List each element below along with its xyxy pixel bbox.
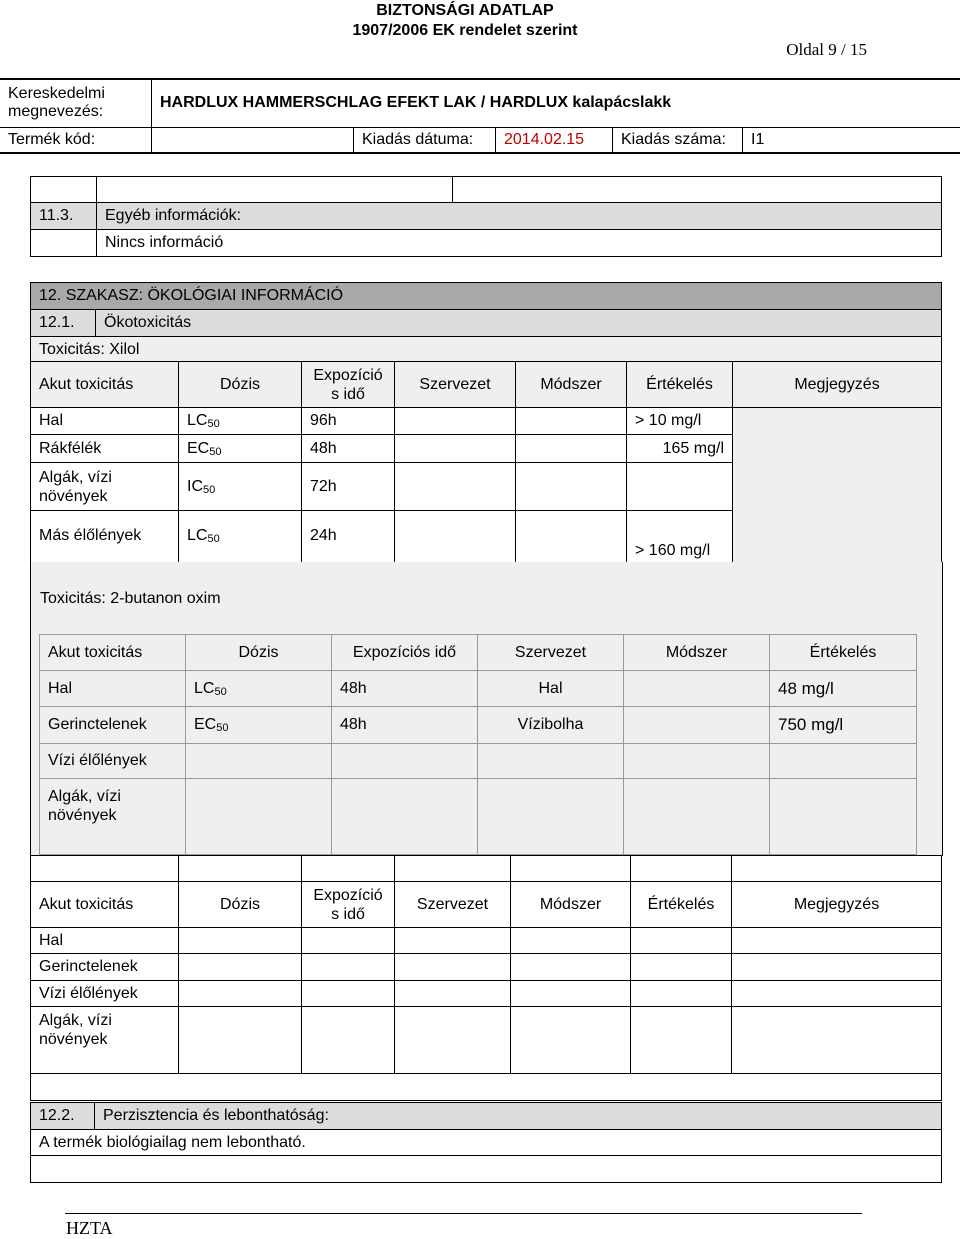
table-row: Vízi élőlények (31, 981, 942, 1007)
table-row: Hal $LC_{50}$ 96h > 10 mg/l (31, 408, 942, 435)
butanon-toxicity-table (39, 634, 917, 855)
col-dose: Dózis (179, 362, 302, 408)
toxicity-butanon-label: Toxicitás: 2-butanon oxim (40, 590, 221, 608)
page-number: Oldal 9 / 15 (786, 40, 867, 60)
trade-name-label: Kereskedelmi megnevezés: (0, 79, 152, 127)
section-11-3 (30, 176, 942, 257)
col-evaluation: Értékelés (770, 635, 917, 671)
col-acute-toxicity: Akut toxicitás (31, 362, 179, 408)
section-12-header (30, 282, 942, 363)
col-acute-toxicity: Akut toxicitás (40, 635, 186, 671)
xilol-toxicity-table (30, 361, 942, 563)
footer-text: HZTA (66, 1218, 113, 1239)
document-title: BIZTONSÁGI ADATLAP (0, 2, 930, 20)
product-code-value (152, 127, 354, 153)
col-evaluation: Értékelés (631, 882, 732, 928)
section-11-3-number: 11.3. (31, 203, 97, 230)
col-method: Módszer (511, 882, 631, 928)
col-acute-toxicity: Akut toxicitás (31, 882, 179, 928)
col-organism: Szervezet (478, 635, 624, 671)
regulation-subtitle: 1907/2006 EK rendelet szerint (0, 22, 930, 40)
section-12-1-number: 12.1. (31, 310, 96, 337)
table-row: Gerinctelenek (31, 954, 942, 981)
col-dose: Dózis (186, 635, 332, 671)
issue-number-value: I1 (743, 127, 960, 153)
table-row: Hal (31, 928, 942, 954)
col-exposure-time: Expozíció s idő (302, 362, 395, 408)
section-12-2 (30, 1102, 942, 1183)
table-row: Rákfélék $EC_{50}$ 48h 165 mg/l (31, 435, 942, 463)
section-11-3-text: Nincs információ (97, 230, 942, 257)
section-12-title: 12. SZAKASZ: ÖKOLÓGIAI INFORMÁCIÓ (31, 283, 942, 310)
col-exposure-time: Expozíciós idő (332, 635, 478, 671)
empty-toxicity-table (30, 855, 942, 1101)
trade-name-value: HARDLUX HAMMERSCHLAG EFEKT LAK / HARDLUX kalapácslakk (152, 79, 960, 127)
col-dose: Dózis (179, 882, 302, 928)
col-organism: Szervezet (395, 362, 516, 408)
toxicity-xilol-label: Toxicitás: Xilol (31, 337, 942, 363)
table-row: Vízi élőlények (40, 744, 917, 779)
col-exposure-time: Expozíció s idő (302, 882, 395, 928)
table-row: Algák, vízi növények (31, 1007, 942, 1074)
section-12-2-text: A termék biológiailag nem lebontható. (31, 1130, 942, 1156)
section-12-1-title: Ökotoxicitás (96, 310, 942, 337)
issue-date-value: 2014.02.15 (496, 127, 613, 153)
issue-number-label: Kiadás száma: (613, 127, 743, 153)
section-11-3-title: Egyéb információk: (97, 203, 942, 230)
col-note: Megjegyzés (733, 362, 942, 408)
table-row: Más élőlények $LC_{50}$ 24h > 160 mg/l (31, 511, 942, 563)
col-note: Megjegyzés (732, 882, 942, 928)
section-12-2-title: Perzisztencia és lebonthatóság: (95, 1103, 942, 1130)
col-method: Módszer (516, 362, 627, 408)
col-evaluation: Értékelés (627, 362, 733, 408)
product-info-table (0, 78, 960, 154)
col-method: Módszer (624, 635, 770, 671)
footer-divider (65, 1213, 862, 1214)
product-code-label: Termék kód: (0, 127, 152, 153)
col-organism: Szervezet (395, 882, 511, 928)
table-row: Hal $LC_{50}$ 48h Hal 48 mg/l (40, 671, 917, 707)
section-12-2-number: 12.2. (31, 1103, 95, 1130)
table-row: Algák, vízi növények (40, 779, 917, 855)
issue-date-label: Kiadás dátuma: (354, 127, 496, 153)
table-row: Gerinctelenek $EC_{50}$ 48h Vízibolha 750 mg/l (40, 707, 917, 744)
table-row: Algák, vízi növények $IC_{50}$ 72h (31, 463, 942, 511)
